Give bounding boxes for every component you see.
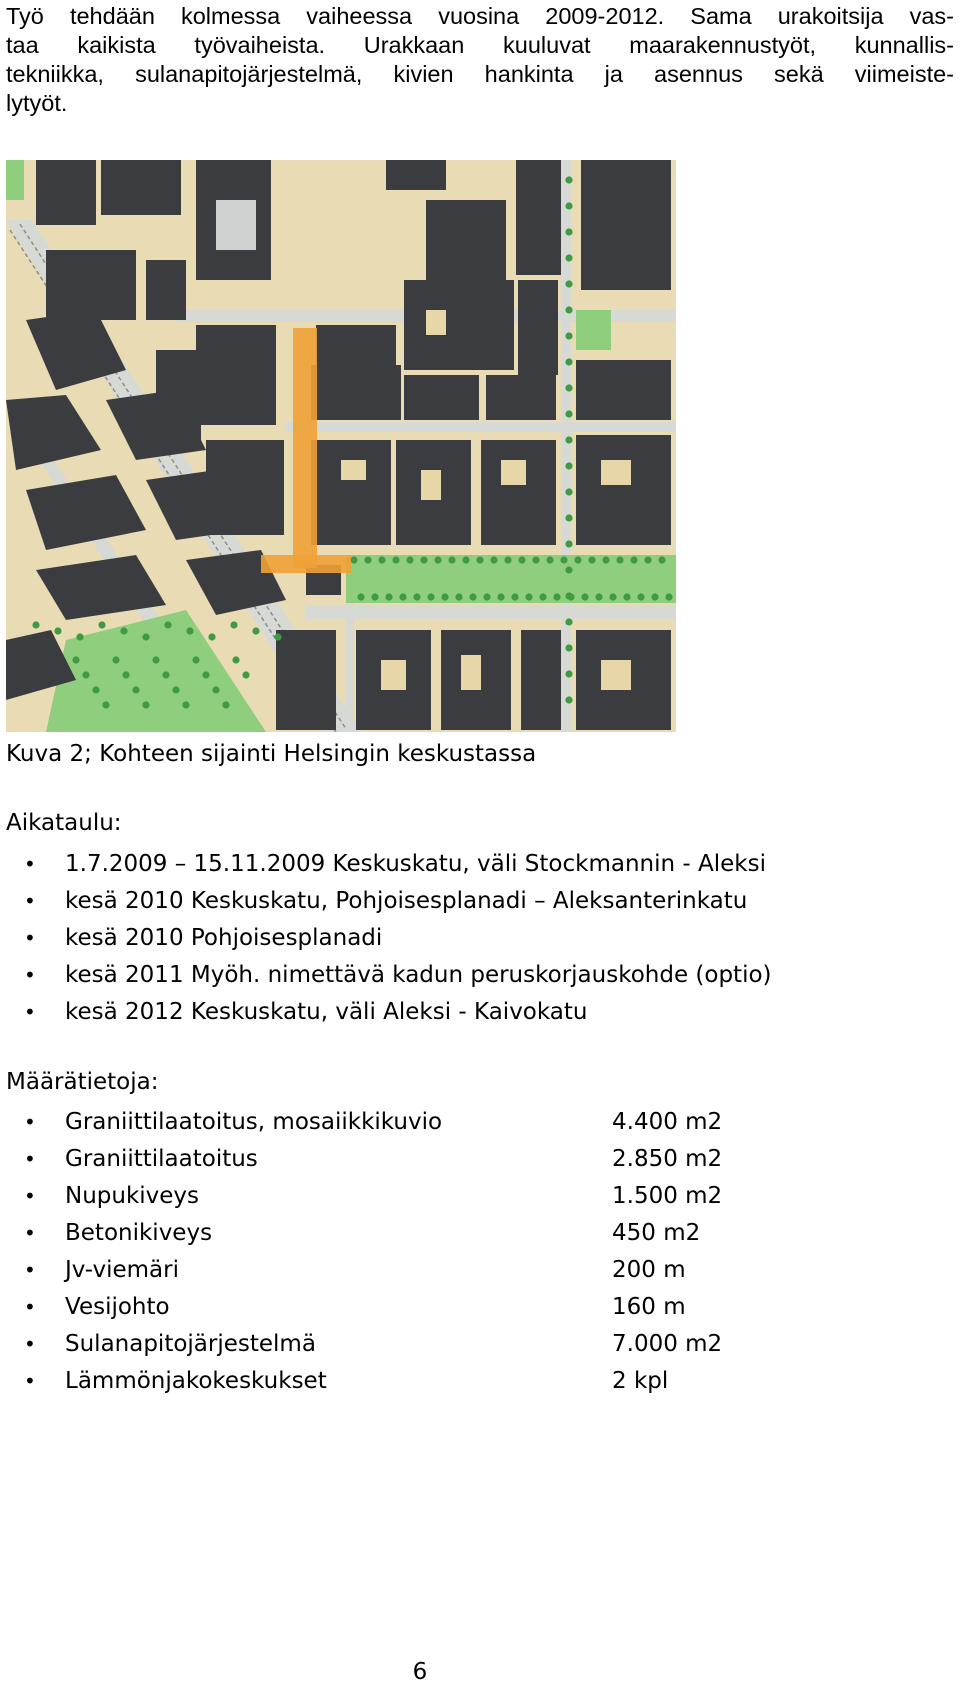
building [518,280,558,375]
courtyard [341,460,366,480]
tree [565,228,572,235]
tree [504,556,511,563]
courtyard [601,460,631,485]
schedule-item: • kesä 2011 Myöh. nimettävä kadun peruskorjauskohde (optio) [0,957,940,994]
tree [574,556,581,563]
tree [132,686,139,693]
tree [588,556,595,563]
building [311,365,401,420]
tree [609,593,616,600]
building [206,440,284,535]
tree [565,488,572,495]
tree [565,254,572,261]
building [311,440,391,545]
tree [623,593,630,600]
building [101,160,181,215]
tree [399,593,406,600]
bullet-icon: • [24,963,36,987]
schedule-list [0,846,940,1031]
bullet-icon: • [24,1184,36,1208]
tree [208,633,215,640]
courtyard [216,200,256,250]
tree [658,556,665,563]
intro-line: lytyöt. [6,90,68,116]
schedule-item: • kesä 2010 Keskuskatu, Pohjoisesplanadi – Aleksanterinkatu [0,883,940,920]
quantity-item: • Sulanapitojärjestelmä 7.000 m2 [0,1326,940,1363]
courtyard [426,310,446,335]
building [316,325,396,370]
tree [483,593,490,600]
tree [252,627,259,634]
tree [565,306,572,313]
tree [122,671,129,678]
tree [72,656,79,663]
building [196,325,276,425]
tree [357,593,364,600]
courtyard [601,660,631,690]
tree [490,556,497,563]
building [36,160,96,225]
building [581,160,671,290]
building [516,160,561,275]
tree [98,621,105,628]
tree [448,556,455,563]
tree [82,671,89,678]
tree [186,627,193,634]
page-number: 6 [412,1659,428,1685]
tree [182,701,189,708]
tree [637,593,644,600]
tree [595,593,602,600]
tree [565,670,572,677]
tree [553,593,560,600]
tree [518,556,525,563]
bullet-icon: • [24,1295,36,1319]
quantities-title: Määrätietoja: [6,1069,159,1095]
tree [455,593,462,600]
schedule-item: • kesä 2010 Pohjoisesplanadi [0,920,940,957]
quantity-item: • Vesijohto 160 m [0,1289,940,1326]
tree [164,621,171,628]
bullet-icon: • [24,926,36,950]
tree [497,593,504,600]
tree [212,686,219,693]
tree [142,701,149,708]
tree [525,593,532,600]
tree [92,686,99,693]
courtyard [501,460,526,485]
tree [565,644,572,651]
tree [565,410,572,417]
tree [565,540,572,547]
park-area [6,160,24,200]
street [286,422,676,432]
quantity-item: • Nupukiveys 1.500 m2 [0,1178,940,1215]
tree [565,566,572,573]
keskuskatu-highlight [293,328,317,568]
building [156,350,201,440]
tree [565,696,572,703]
bullet-icon: • [24,1332,36,1356]
tree [546,556,553,563]
tree [274,633,281,640]
street [346,600,354,732]
building [386,160,446,190]
quantity-item: • Graniittilaatoitus, mosaiikkikuvio 4.400 m2 [0,1104,940,1141]
tree [392,556,399,563]
figure-caption: Kuva 2; Kohteen sijainti Helsingin keskustassa [6,741,537,767]
bullet-icon: • [24,1369,36,1393]
tree [476,556,483,563]
tree [462,556,469,563]
intro-line: Työ tehdään kolmessa vaiheessa vuosina 2009-2012. Sama urakoitsija vas- [6,3,954,29]
tree [539,593,546,600]
quantity-item: • Jv-viemäri 200 m [0,1252,940,1289]
bullet-icon: • [24,1221,36,1245]
schedule-title: Aikataulu: [6,810,122,836]
building [146,260,186,320]
building [576,360,671,420]
tree [32,621,39,628]
tree [192,656,199,663]
tree [152,656,159,663]
bullet-icon: • [24,889,36,913]
tree [112,656,119,663]
tree [565,384,572,391]
tree [565,618,572,625]
tree [602,556,609,563]
quantity-item: • Graniittilaatoitus 2.850 m2 [0,1141,940,1178]
building [404,375,479,420]
location-map [6,160,676,732]
tree [413,593,420,600]
tree [616,556,623,563]
street [306,605,676,619]
tree [630,556,637,563]
intro-line: tekniikka, sulanapitojärjestelmä, kivien hankinta ja asennus sekä viimeiste- [6,61,954,87]
tree [371,593,378,600]
tree [665,593,672,600]
building [576,435,671,545]
tree [434,556,441,563]
tree [120,627,127,634]
tree [565,436,572,443]
courtyard [381,660,406,690]
tree [560,556,567,563]
tree [385,593,392,600]
building [486,375,556,420]
city-map-graphic [6,160,676,732]
bullet-icon: • [24,852,36,876]
tree [441,593,448,600]
building [481,440,556,545]
tree [427,593,434,600]
tree [565,332,572,339]
schedule-item: • 1.7.2009 – 15.11.2009 Keskuskatu, väli Stockmannin - Aleksi [0,846,940,883]
tree [54,627,61,634]
intro-line: taa kaikista työvaiheista. Urakkaan kuuluvat maarakennustyöt, kunnallis- [6,32,954,58]
building [426,200,506,280]
tree [565,280,572,287]
bullet-icon: • [24,1258,36,1282]
tree [232,656,239,663]
tree [565,462,572,469]
tree [532,556,539,563]
tree [162,671,169,678]
tree [565,592,572,599]
park-area [576,310,611,350]
courtyard [461,655,481,690]
tree [242,671,249,678]
tree [172,686,179,693]
tree [511,593,518,600]
tree [420,556,427,563]
tree [565,176,572,183]
tree [651,593,658,600]
tree [406,556,413,563]
tree [378,556,385,563]
pohjoisesplanadi-highlight [261,555,351,573]
quantity-item: • Betonikiveys 450 m2 [0,1215,940,1252]
bullet-icon: • [24,1147,36,1171]
building [521,630,561,730]
building [404,280,514,370]
tree [102,701,109,708]
bullet-icon: • [24,1000,36,1024]
tree [565,358,572,365]
bullet-icon: • [24,1110,36,1134]
tree [565,514,572,521]
courtyard [421,470,441,500]
tree [222,701,229,708]
tree [644,556,651,563]
tree [469,593,476,600]
schedule-item: • kesä 2012 Keskuskatu, väli Aleksi - Kaivokatu [0,994,940,1031]
building [276,630,336,730]
tree [202,671,209,678]
quantities-list [0,1104,940,1400]
tree [230,621,237,628]
tree [565,202,572,209]
tree [142,633,149,640]
building [46,250,136,320]
tree [581,593,588,600]
quantity-item: • Lämmönjakokeskukset 2 kpl [0,1363,940,1400]
intro-paragraph [6,2,954,118]
tree [350,556,357,563]
tree [364,556,371,563]
tree [76,633,83,640]
